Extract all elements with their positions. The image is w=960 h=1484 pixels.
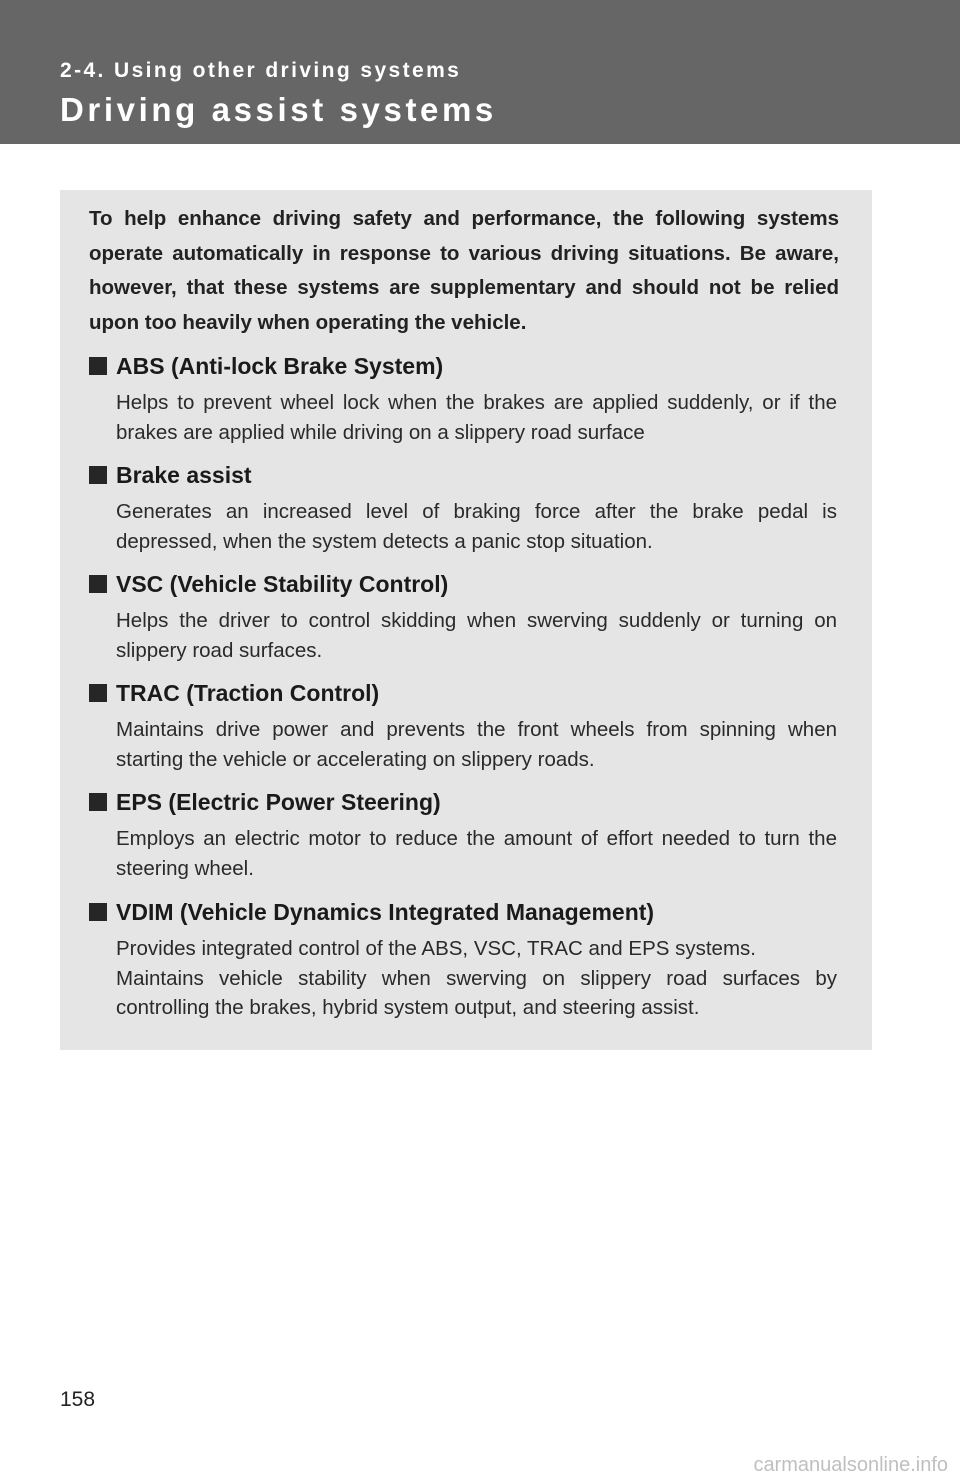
item-heading xyxy=(89,350,839,382)
list-item-brake-assist xyxy=(89,459,839,556)
item-title: ABS (Anti-lock Brake System) xyxy=(116,352,444,379)
list-item-abs xyxy=(89,350,839,447)
square-bullet-icon xyxy=(89,466,107,484)
content-box xyxy=(60,190,872,1050)
item-heading xyxy=(89,896,839,928)
item-title: EPS (Electric Power Steering) xyxy=(116,788,441,815)
item-title: VSC (Vehicle Stability Control) xyxy=(116,570,449,597)
square-bullet-icon xyxy=(89,903,107,921)
item-heading xyxy=(89,568,839,600)
item-title: Brake assist xyxy=(116,461,252,488)
item-description-text: Maintains vehicle stability when swerving on slippery road surfaces by controlling the brakes, hybrid system output, and steering assist. xyxy=(116,966,837,1019)
item-description-text: Provides integrated control of the ABS, VSC, TRAC and EPS systems. xyxy=(116,937,756,960)
item-title: TRAC (Traction Control) xyxy=(116,679,380,706)
list-item-trac xyxy=(89,677,839,774)
page-title: Driving assist systems xyxy=(60,91,497,128)
intro-paragraph: To help enhance driving safety and performance, the following systems operate automatically in response to various driving situations. Be aware, however, that these systems are supplementary and should not be relied upon too heavily when operating the vehicle. xyxy=(89,207,839,334)
item-description-text: Maintains drive power and prevents the front wheels from spinning when starting the vehicle or accelerating on slippery roads. xyxy=(116,718,837,771)
list-item-eps xyxy=(89,786,839,883)
item-description xyxy=(116,497,837,556)
list-item-vsc xyxy=(89,568,839,665)
page-header xyxy=(0,0,960,144)
square-bullet-icon xyxy=(89,684,107,702)
list-item-vdim xyxy=(89,896,839,1023)
item-description xyxy=(116,934,837,1023)
item-heading xyxy=(89,459,839,491)
watermark: carmanualsonline.info xyxy=(753,1454,948,1476)
item-description-text: Helps the driver to control skidding when swerving suddenly or turning on slippery road surfaces. xyxy=(116,609,837,662)
page-number: 158 xyxy=(60,1388,96,1411)
item-description xyxy=(116,388,837,447)
item-description xyxy=(116,824,837,883)
square-bullet-icon xyxy=(89,575,107,593)
square-bullet-icon xyxy=(89,793,107,811)
item-title: VDIM (Vehicle Dynamics Integrated Management) xyxy=(116,898,655,925)
item-description xyxy=(116,715,837,774)
item-description-text: Generates an increased level of braking force after the brake pedal is depressed, when the system detects a panic stop situation. xyxy=(116,500,837,553)
item-description xyxy=(116,606,837,665)
item-heading xyxy=(89,677,839,709)
item-description-text: Helps to prevent wheel lock when the brakes are applied suddenly, or if the brakes are applied while driving on a slippery road surface xyxy=(116,391,837,444)
item-heading xyxy=(89,786,839,818)
item-description-text: Employs an electric motor to reduce the amount of effort needed to turn the steering wheel. xyxy=(116,827,837,880)
section-label: 2-4. Using other driving systems xyxy=(60,59,462,82)
square-bullet-icon xyxy=(89,357,107,375)
